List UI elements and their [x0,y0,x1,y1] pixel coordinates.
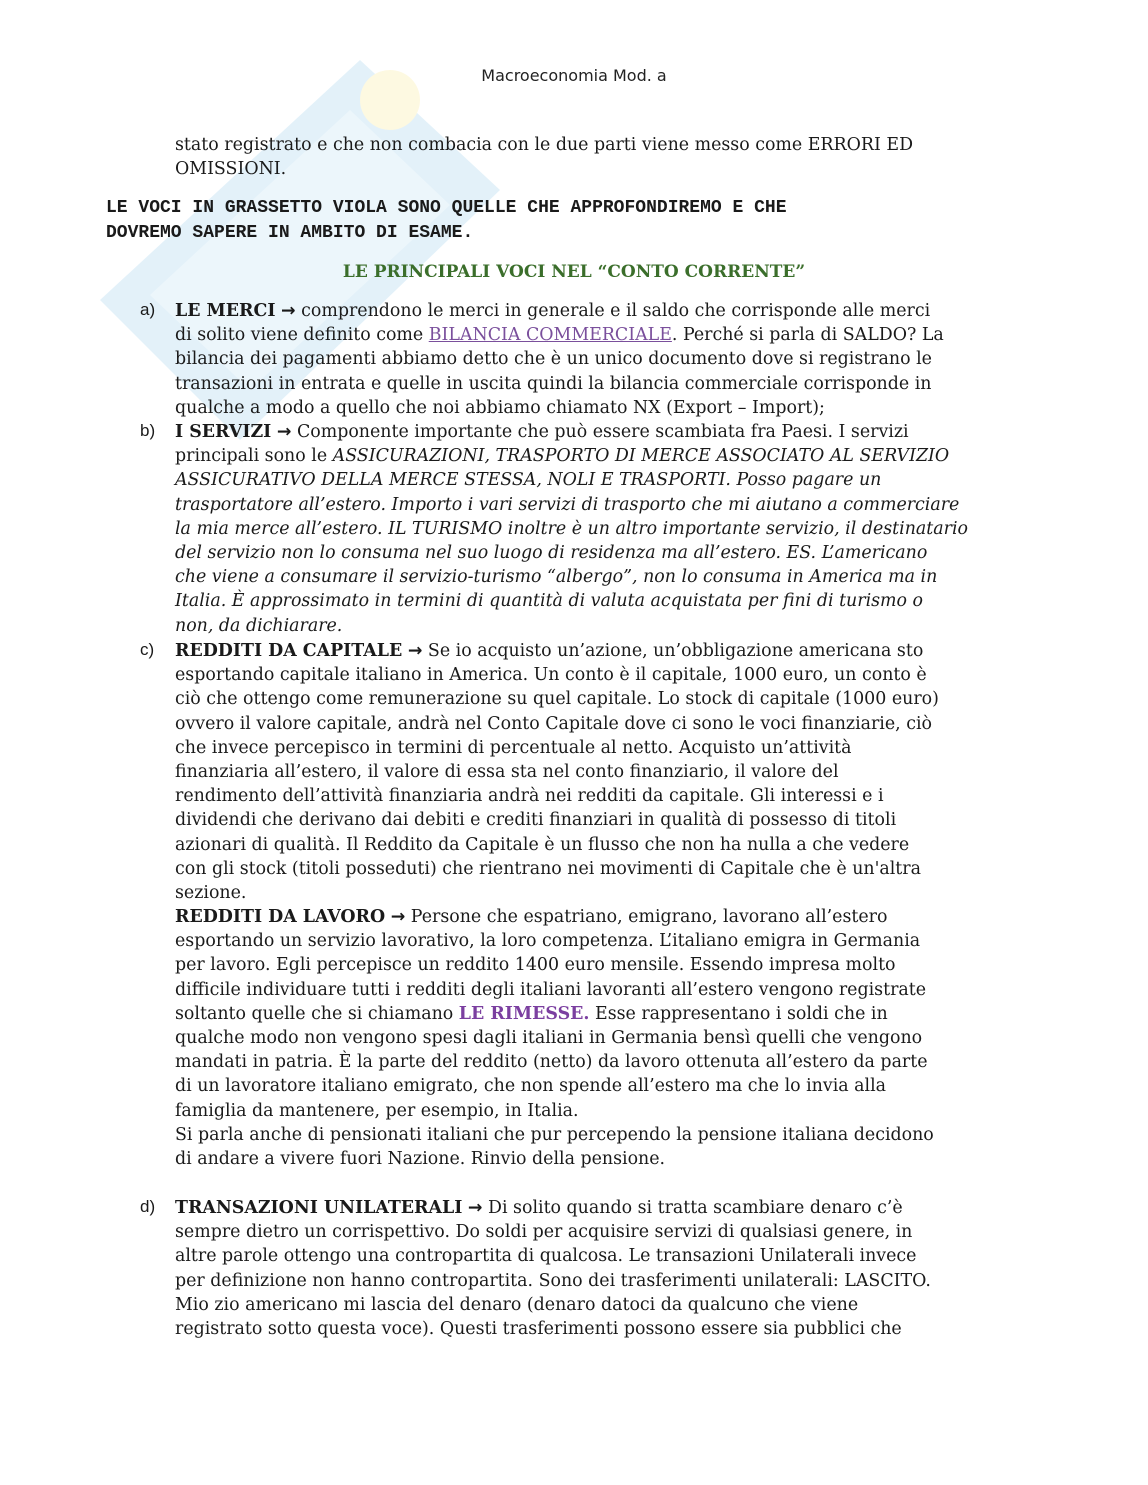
item-text: Esse rappresentano i soldi che in qualche modo non vengono spesi dagli italiani in Germania bensì quelli che vengono mandati in patria. È la parte del reddito (netto) da lavoro ottenuta all’estero da parte di un lavoratore italiano emigrato, che non spende all’estero ma che lo invia alla famiglia da mantenere, per esempio, in Italia. Si parla anche di pensionati italiani che pur percependo la pensione italiana decidono di andare a vivere fuori Nazione. Rinvio della pensione. [175,1003,934,1170]
list-item-servizi [175,420,968,638]
arrow-icon: → [390,907,406,927]
arrow-icon: → [276,422,292,442]
list-item-redditi-lavoro [175,905,934,1171]
page-header: Macroeconomia Mod. a [481,66,667,85]
item-heading: I SERVIZI [175,422,272,442]
list-marker-d: d) [140,1197,156,1216]
item-text: Se io acquisto un’azione, un’obbligazione americana sto esportando capitale italiano in America. Un conto è il capitale, 1000 euro, un conto è ciò che ottengo come remunerazione su quel capitale. Lo stock di capitale (1000 euro) ovvero il valore capitale, andrà nel Conto Capitale dove ci sono le voci finanziarie, ciò che invece percepisco in termini di percentuale al netto. Acquisto un’attività finanziaria all’estero, il valore di essa sta nel conto finanziario, il valore del rendimento dell’attività finanziaria andrà nei redditi da capitale. Gli interessi e i dividendi che derivano dai debiti e crediti finanziari in qualità di possesso di titoli azionari di qualità. Il Reddito da Capitale è un flusso che non ha nulla a che vedere con gli stock (titoli posseduti) che rientrano nei movimenti di Capitale che è un'altra sezione. [175,641,939,904]
item-text: Persone che espatriano, emigrano, lavorano all’estero esportando un servizio lavorativo, la loro competenza. L’italiano emigra in Germania per lavoro. Egli percepisce un reddito 1400 euro mensile. Essendo impresa molto difficile individuare tutti i redditi degli italiani lavoranti all’estero vengono registrate soltanto quelle che si chiamano [175,907,927,1024]
item-heading: REDDITI DA CAPITALE [175,641,403,661]
item-text: comprendono le merci in generale e il saldo che corrisponde alle merci di solito viene definito come [175,301,931,346]
arrow-icon: → [281,301,296,321]
rimesse-highlight: LE RIMESSE. [458,1003,590,1024]
item-italic-text: ASSICURAZIONI, TRASPORTO DI MERCE ASSOCIATO AL SERVIZIO ASSICURATIVO DELLA MERCE STESSA, NOLI E TRASPORTI. Posso pagare un trasportatore all’estero. Importo i vari servizi di trasporto che mi aiutano a commerciare la mia merce all’estero. IL TURISMO inoltre è un altro importante servizio, il destinatario del servizio non lo consuma nel suo luogo di residenza ma all’estero. ES. L’americano che viene a consumare il servizio-turismo “albergo”, non lo consuma in America ma in Italia. È approssimato in termini di quantità di valuta acquistata per fini di turismo o non, da dichiarare. [175,446,968,636]
list-marker-a: a) [140,300,156,319]
list-item-transazioni-unilaterali [175,1196,931,1341]
item-text: Di solito quando si tratta scambiare denaro c’è sempre dietro un corrispettivo. Do soldi per acquisire servizi di qualsiasi genere, in altre parole ottengo una contropartita di qualcosa. Le transazioni Unilaterali invece per definizione non hanno contropartita. Sono dei trasferimenti unilaterali: LASCITO. Mio zio americano mi lascia del denaro (denaro datoci da qualcuno che viene registrato sotto questa voce). Questi trasferimenti possono essere sia pubblici che [175,1198,931,1340]
item-heading: REDDITI DA LAVORO [175,907,386,927]
bilancia-commerciale-link[interactable]: BILANCIA COMMERCIALE [428,325,672,346]
section-title: LE PRINCIPALI VOCI NEL “CONTO CORRENTE” [342,262,806,282]
arrow-icon: → [467,1198,483,1218]
intro-paragraph: stato registrato e che non combacia con le due parti viene messo come ERRORI ED OMISSIONI. [175,135,914,180]
list-item-merci [175,299,944,420]
list-marker-b: b) [140,421,156,440]
arrow-icon: → [407,641,423,661]
item-heading: TRANSAZIONI UNILATERALI [175,1198,463,1218]
list-marker-c: c) [140,640,155,659]
item-text: Componente importante che può essere scambiata fra Paesi. I servizi principali sono le [175,422,909,467]
list-item-redditi-capitale [175,639,939,905]
item-text: . Perché si parla di SALDO? La bilancia dei pagamenti abbiamo detto che è un unico documento dove si registrano le transazioni in entrata e quelle in uscita quindi la bilancia commerciale corrisponde in qualche a modo a quello che noi abbiamo chiamato NX (Export – Import); [175,325,944,418]
item-heading: LE MERCI [175,301,276,321]
bold-note: LE VOCI IN GRASSETTO VIOLA SONO QUELLE CHE APPROFONDIREMO E CHE DOVREMO SAPERE IN AMBITO DI ESAME. [106,198,787,243]
